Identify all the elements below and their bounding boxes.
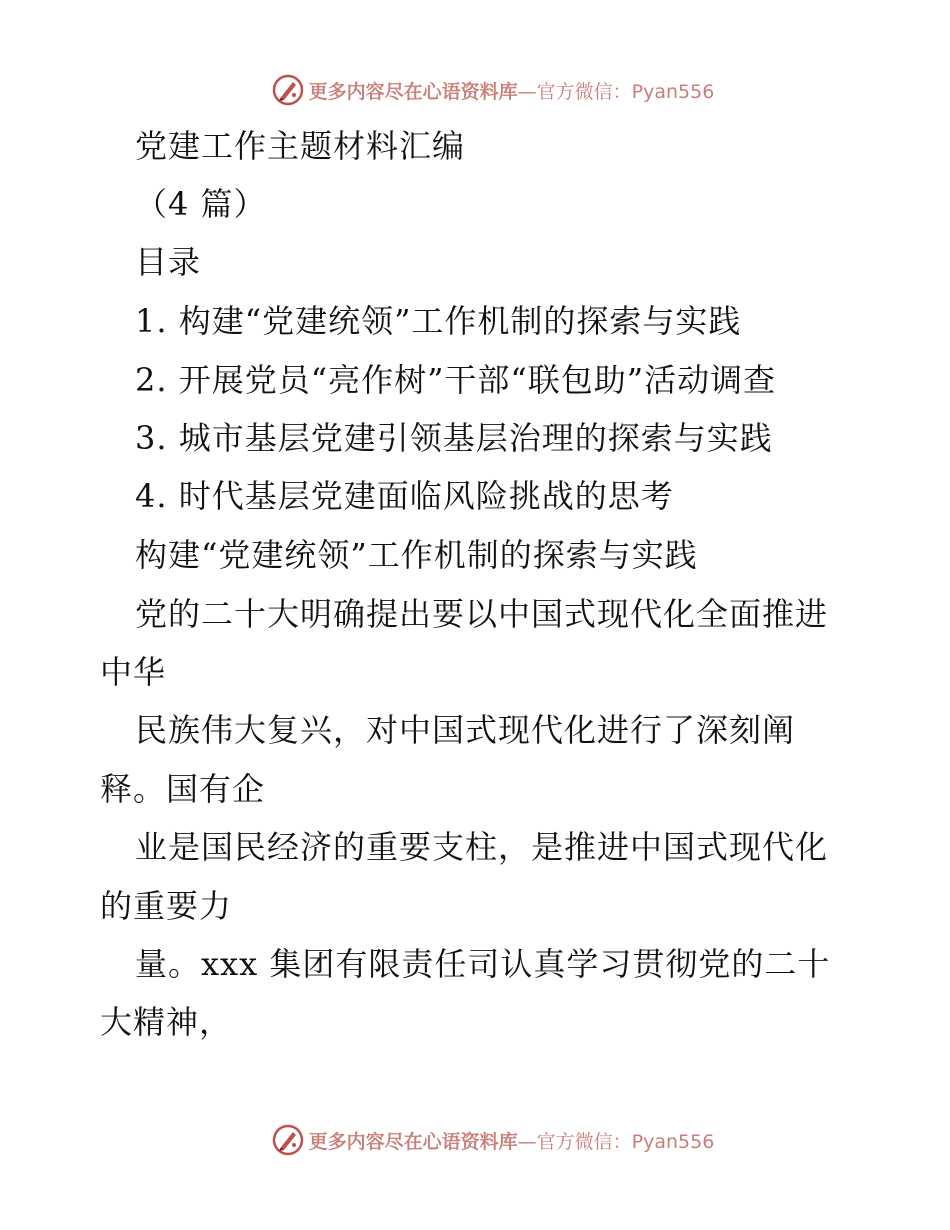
paragraph-line: 中华 (100, 653, 167, 691)
paragraph-line: 量。xxx 集团有限责任司认真学习贯彻党的二十 (135, 945, 831, 983)
header-banner (0, 70, 950, 110)
toc-item: 2. 开展党员“亮作树”干部“联包助”活动调查 (135, 361, 777, 399)
paragraph-line: 党的二十大明确提出要以中国式现代化全面推进 (135, 595, 829, 633)
document-count: （4 篇） (135, 185, 267, 223)
header-banner-dash: — (517, 80, 537, 103)
paragraph-line: 业是国民经济的重要支柱，是推进中国式现代化 (135, 828, 829, 866)
header-banner-text (309, 77, 715, 104)
toc-item: 1. 构建“党建统领”工作机制的探索与实践 (135, 302, 742, 340)
footer-banner-wechat: 官方微信：Pyan556 (536, 1130, 715, 1153)
footer-banner-inner (271, 1123, 715, 1157)
footer-banner (0, 1120, 950, 1160)
header-banner-wechat: 官方微信：Pyan556 (536, 80, 715, 103)
paragraph-line: 的重要力 (100, 887, 233, 925)
toc-heading: 目录 (135, 243, 202, 281)
document-title: 党建工作主题材料汇编 (135, 127, 466, 165)
paragraph-line: 民族伟大复兴，对中国式现代化进行了深刻阐 (135, 711, 796, 749)
pen-logo-icon (271, 73, 305, 107)
section-heading: 构建“党建统领”工作机制的探索与实践 (135, 536, 698, 574)
footer-banner-title: 更多内容尽在心语资料库 (308, 1130, 518, 1153)
paragraph-line: 释。国有企 (100, 770, 266, 808)
pen-logo-icon (271, 1123, 305, 1157)
toc-item: 3. 城市基层党建引领基层治理的探索与实践 (135, 419, 773, 457)
footer-banner-dash: — (517, 1130, 537, 1153)
paragraph-line: 大精神， (100, 1003, 233, 1041)
footer-banner-text (309, 1127, 715, 1154)
toc-item: 4. 时代基层党建面临风险挑战的思考 (135, 477, 674, 515)
header-banner-inner (271, 73, 715, 107)
header-banner-title: 更多内容尽在心语资料库 (308, 80, 518, 103)
